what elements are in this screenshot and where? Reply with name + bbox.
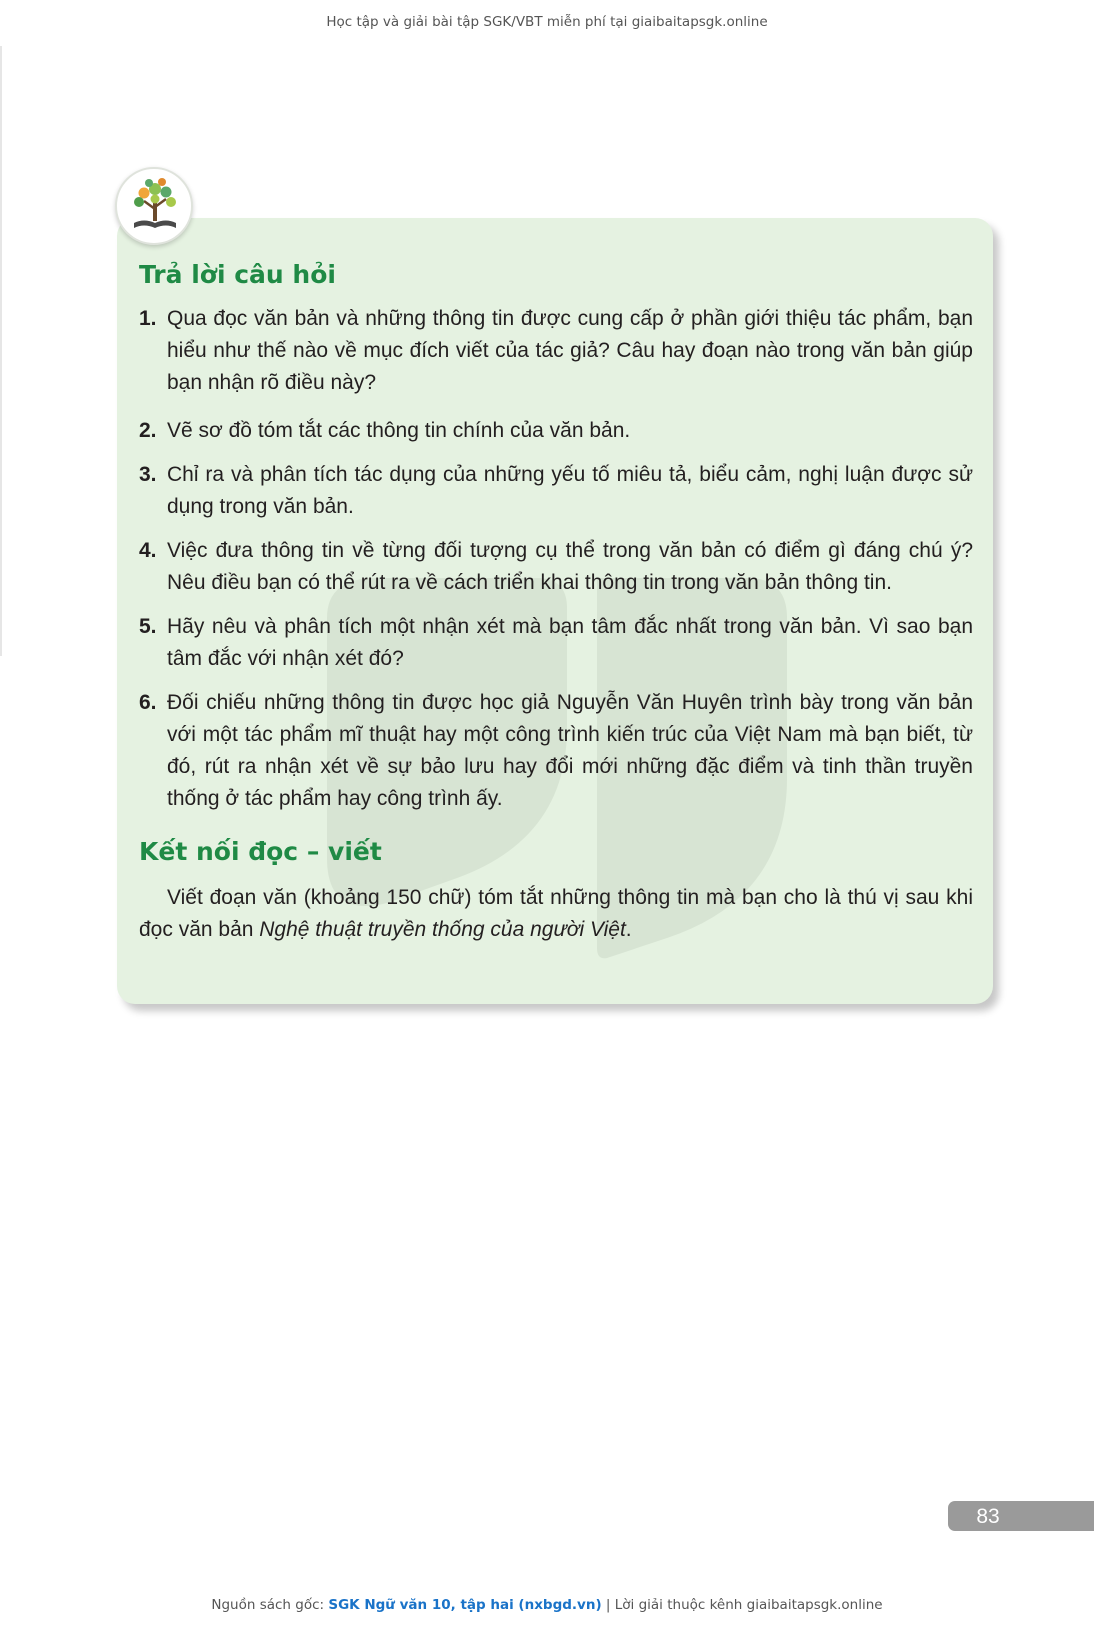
book-title-italic: Nghệ thuật truyền thống của người Việt: [259, 918, 626, 941]
page-number: 83: [976, 1505, 1000, 1528]
question-text: Đối chiếu những thông tin được học giả Nguyễn Văn Huyên trình bày trong văn bản với một tác phẩm mĩ thuật hay một công trình kiến trúc của Việt Nam mà bạn biết, từ đó, rút ra nhận xét về sự bảo lưu hay đổi mới những đặc điểm và tinh thần truyền thống ở tác phẩm hay công trình ấy.: [167, 691, 973, 810]
top-banner: Học tập và giải bài tập SGK/VBT miễn phí tại giaibaitapsgk.online: [326, 14, 768, 30]
question-item: [139, 535, 973, 599]
footer: [0, 1597, 1094, 1613]
question-number: 4.: [139, 539, 157, 562]
question-item: [139, 611, 973, 675]
question-item: [139, 687, 973, 815]
question-text: Chỉ ra và phân tích tác dụng của những yếu tố miêu tả, biểu cảm, nghị luận được sử dụng trong văn bản.: [167, 463, 973, 518]
question-number: 6.: [139, 691, 157, 714]
question-item: [139, 415, 973, 447]
question-item: [139, 303, 973, 399]
question-text: Vẽ sơ đồ tóm tắt các thông tin chính của văn bản.: [167, 419, 631, 442]
tree-book-icon: [115, 167, 193, 245]
question-text: Hãy nêu và phân tích một nhận xét mà bạn tâm đắc nhất trong văn bản. Vì sao bạn tâm đắc với nhận xét đó?: [167, 615, 973, 670]
footer-suffix: | Lời giải thuộc kênh giaibaitapsgk.online: [601, 1597, 883, 1613]
page-number-tab: [948, 1501, 1094, 1531]
section-title-answer-questions: Trả lời câu hỏi: [139, 260, 336, 289]
writing-task-end: .: [625, 918, 632, 941]
question-text: Việc đưa thông tin về từng đối tượng cụ thể trong văn bản có điểm gì đáng chú ý? Nêu điều bạn có thể rút ra về cách triển khai thông tin trong văn bản thông tin.: [167, 539, 973, 594]
question-number: 1.: [139, 307, 157, 330]
question-number: 2.: [139, 419, 157, 442]
question-number: 3.: [139, 463, 157, 486]
footer-source-link[interactable]: SGK Ngữ văn 10, tập hai (nxbgd.vn): [328, 1597, 602, 1613]
writing-task-text: Viết đoạn văn (khoảng 150 chữ) tóm tắt những thông tin mà bạn cho là thú vị sau khi đọc văn bản: [139, 886, 973, 941]
footer-prefix: Nguồn sách gốc:: [211, 1597, 329, 1613]
writing-task-paragraph: [139, 882, 973, 946]
left-margin-rule: [0, 46, 2, 656]
question-item: [139, 459, 973, 523]
question-number: 5.: [139, 615, 157, 638]
section-title-reading-writing: Kết nối đọc – viết: [139, 837, 382, 866]
question-text: Qua đọc văn bản và những thông tin được cung cấp ở phần giới thiệu tác phẩm, bạn hiểu như thế nào về mục đích viết của tác giả? Câu hay đoạn nào trong văn bản giúp bạn nhận rõ điều này?: [167, 307, 973, 394]
